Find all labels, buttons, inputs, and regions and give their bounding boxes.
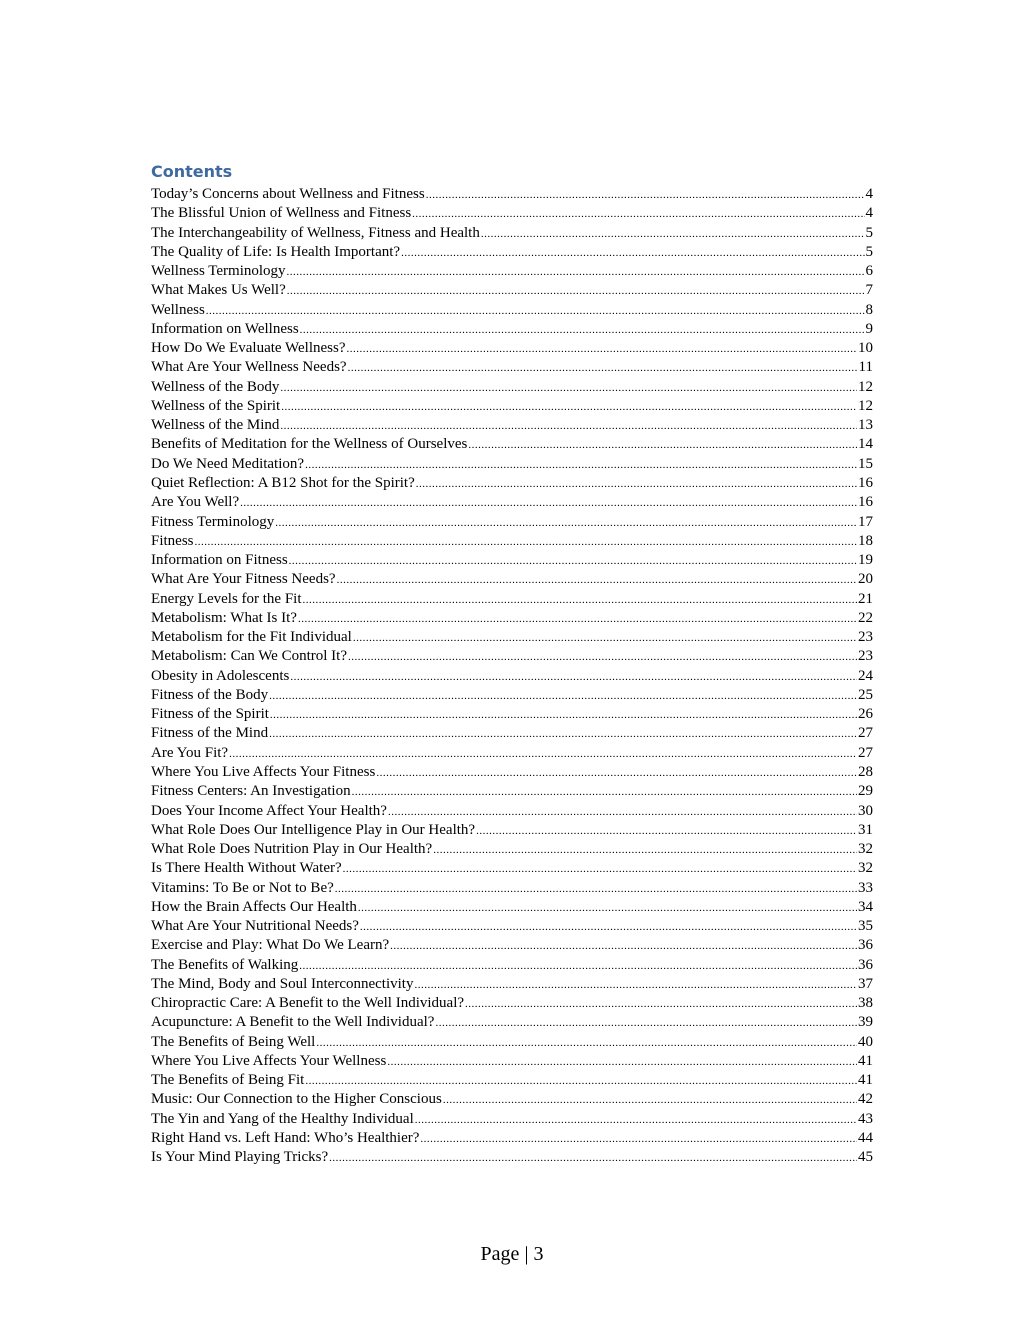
toc-entry-page-number: 13 [858,417,873,434]
toc-dot-leader [287,263,865,282]
toc-entry-page-number: 21 [858,590,873,607]
toc-entry-title: Today’s Concerns about Wellness and Fitness [151,186,425,202]
toc-dot-leader [468,436,857,455]
toc-entry-page-number: 20 [858,571,873,588]
toc-dot-leader [281,398,857,417]
toc-entry[interactable] [151,397,873,416]
toc-dot-leader [275,514,857,533]
toc-entry[interactable] [151,782,873,801]
table-of-contents [151,185,873,1168]
toc-entry[interactable] [151,416,873,435]
toc-entry-title: Information on Wellness [151,320,299,337]
toc-entry[interactable] [151,224,873,243]
toc-dot-leader [358,899,857,918]
toc-dot-leader [348,648,857,667]
toc-entry-title: Wellness [151,301,205,318]
toc-entry[interactable] [151,840,873,859]
toc-entry-title: Information on Fitness [151,552,288,569]
toc-dot-leader [376,764,857,783]
toc-dot-leader [329,1149,857,1168]
toc-entry-page-number: 41 [858,1052,873,1069]
toc-entry[interactable] [151,686,873,705]
toc-entry-title: Fitness of the Body [151,686,269,703]
toc-entry[interactable] [151,551,873,570]
toc-entry[interactable] [151,243,873,262]
toc-entry-title: Does Your Income Affect Your Health? [151,802,387,819]
toc-entry-title: Is There Health Without Water? [151,860,342,877]
toc-entry-title: Chiropractic Care: A Benefit to the Well Individual? [151,995,465,1012]
toc-entry-page-number: 31 [858,821,873,838]
toc-dot-leader [195,533,857,552]
toc-entry-page-number: 32 [858,841,873,858]
toc-entry-page-number: 26 [858,706,873,723]
toc-entry[interactable] [151,724,873,743]
toc-entry[interactable] [151,262,873,281]
toc-entry-page-number: 4 [865,186,873,202]
page-footer [0,1240,1024,1268]
toc-entry[interactable] [151,763,873,782]
toc-entry-page-number: 15 [858,455,873,472]
toc-dot-leader [415,1111,857,1130]
toc-dot-leader [390,937,857,956]
toc-entry-title: Benefits of Meditation for the Wellness of Ourselves [151,436,468,453]
toc-entry[interactable] [151,975,873,994]
toc-entry-page-number: 43 [858,1110,873,1127]
toc-entry-title: Fitness Centers: An Investigation [151,783,351,800]
toc-dot-leader [270,706,857,725]
toc-entry-title: Exercise and Play: What Do We Learn? [151,937,390,954]
toc-entry[interactable] [151,936,873,955]
toc-entry-page-number: 16 [858,494,873,511]
toc-entry[interactable] [151,994,873,1013]
toc-dot-leader [388,803,857,822]
toc-dot-leader [240,494,857,513]
toc-entry-page-number: 12 [858,378,873,395]
toc-dot-leader [352,783,857,802]
toc-entry-page-number: 23 [858,629,873,646]
toc-entry[interactable] [151,532,873,551]
toc-dot-leader [481,225,865,244]
toc-entry-page-number: 36 [858,956,873,973]
toc-entry-title: Acupuncture: A Benefit to the Well Individual? [151,1014,435,1031]
toc-entry-page-number: 19 [858,552,873,569]
toc-dot-leader [476,822,857,841]
toc-dot-leader [348,359,858,378]
toc-entry-page-number: 33 [858,879,873,896]
toc-dot-leader [435,1014,857,1033]
toc-dot-leader [426,186,865,205]
toc-entry-title: Wellness of the Spirit [151,397,281,414]
toc-entry[interactable] [151,1013,873,1032]
toc-dot-leader [289,552,857,571]
page-footer-label: Page [480,1243,520,1265]
toc-dot-leader [280,379,857,398]
toc-entry[interactable] [151,879,873,898]
toc-entry-page-number: 45 [858,1149,873,1166]
toc-entry-title: Fitness of the Mind [151,725,269,742]
toc-entry-page-number: 41 [858,1072,873,1089]
toc-entry-page-number: 42 [858,1091,873,1108]
toc-entry[interactable] [151,378,873,397]
toc-dot-leader [343,860,857,879]
toc-dot-leader [335,880,857,899]
page-footer-separator: | [524,1243,529,1265]
toc-entry-page-number: 27 [858,744,873,761]
toc-entry[interactable] [151,859,873,878]
toc-entry-page-number: 14 [858,436,873,453]
toc-entry-title: What Are Your Fitness Needs? [151,571,336,588]
toc-entry-title: The Benefits of Being Fit [151,1072,305,1089]
toc-entry-page-number: 23 [858,648,873,665]
toc-entry[interactable] [151,744,873,763]
toc-entry[interactable] [151,358,873,377]
toc-entry[interactable] [151,956,873,975]
toc-entry-title: Where You Live Affects Your Fitness [151,763,376,780]
toc-entry-title: Do We Need Meditation? [151,455,305,472]
toc-entry[interactable] [151,570,873,589]
toc-dot-leader [298,610,857,629]
toc-entry-title: What Role Does Our Intelligence Play in Our Health? [151,821,476,838]
toc-entry[interactable] [151,802,873,821]
toc-entry-title: How Do We Evaluate Wellness? [151,340,346,357]
toc-entry-page-number: 8 [865,301,873,318]
toc-entry-page-number: 40 [858,1033,873,1050]
toc-entry-page-number: 17 [858,513,873,530]
toc-entry-page-number: 10 [858,340,873,357]
toc-entry-title: How the Brain Affects Our Health [151,898,357,915]
toc-dot-leader [420,1130,857,1149]
toc-entry[interactable] [151,301,873,320]
toc-entry-page-number: 25 [858,686,873,703]
toc-entry[interactable] [151,667,873,686]
toc-entry-title: What Makes Us Well? [151,282,286,299]
toc-entry-page-number: 5 [865,243,873,260]
toc-entry-title: The Blissful Union of Wellness and Fitness [151,205,412,222]
toc-entry-title: What Are Your Wellness Needs? [151,359,347,376]
toc-entry[interactable] [151,1033,873,1052]
toc-entry[interactable] [151,628,873,647]
toc-entry-title: The Mind, Body and Soul Interconnectivity [151,975,414,992]
toc-dot-leader [300,321,865,340]
toc-entry[interactable] [151,705,873,724]
toc-entry-title: Fitness [151,532,194,549]
toc-entry-page-number: 6 [865,263,873,280]
toc-dot-leader [401,244,864,263]
toc-entry-page-number: 11 [858,359,873,376]
toc-entry[interactable] [151,320,873,339]
toc-entry-title: Wellness of the Mind [151,417,280,434]
toc-entry-title: The Yin and Yang of the Healthy Individual [151,1110,414,1127]
toc-entry-title: Fitness Terminology [151,513,275,530]
toc-dot-leader [387,1053,857,1072]
toc-dot-leader [305,456,857,475]
toc-entry-page-number: 38 [858,995,873,1012]
toc-entry[interactable] [151,647,873,666]
toc-entry-title: Metabolism: Can We Control It? [151,648,347,665]
toc-entry-title: Wellness of the Body [151,378,280,395]
toc-entry-title: Quiet Reflection: A B12 Shot for the Spirit? [151,474,415,491]
toc-entry[interactable] [151,1052,873,1071]
toc-entry-page-number: 37 [858,975,873,992]
toc-entry-page-number: 35 [858,918,873,935]
toc-entry[interactable] [151,513,873,532]
toc-entry-title: What Role Does Nutrition Play in Our Health? [151,841,433,858]
toc-entry-title: Fitness of the Spirit [151,706,269,723]
toc-entry[interactable] [151,590,873,609]
toc-entry[interactable] [151,1148,873,1167]
toc-entry[interactable] [151,435,873,454]
toc-entry-page-number: 9 [865,320,873,337]
toc-entry-page-number: 34 [858,898,873,915]
toc-entry-title: Vitamins: To Be or Not to Be? [151,879,334,896]
toc-dot-leader [465,995,857,1014]
toc-entry-page-number: 28 [858,763,873,780]
toc-dot-leader [303,591,857,610]
toc-dot-leader [433,841,857,860]
toc-entry-title: Wellness Terminology [151,263,286,280]
toc-dot-leader [416,475,857,494]
toc-dot-leader [414,976,857,995]
toc-entry-page-number: 32 [858,860,873,877]
toc-entry-page-number: 36 [858,937,873,954]
toc-dot-leader [290,668,857,687]
toc-entry[interactable] [151,1071,873,1090]
toc-dot-leader [269,687,857,706]
toc-entry-title: Right Hand vs. Left Hand: Who’s Healthier? [151,1130,420,1147]
toc-entry[interactable] [151,474,873,493]
toc-entry-title: The Benefits of Being Well [151,1033,316,1050]
toc-dot-leader [412,205,864,224]
toc-entry[interactable] [151,1129,873,1148]
toc-entry-page-number: 12 [858,397,873,414]
toc-entry[interactable] [151,1110,873,1129]
toc-dot-leader [316,1034,857,1053]
toc-entry-title: Are You Well? [151,494,240,511]
toc-entry-title: Energy Levels for the Fit [151,590,302,607]
toc-entry-title: Is Your Mind Playing Tricks? [151,1149,329,1166]
toc-entry-page-number: 39 [858,1014,873,1031]
toc-entry-title: Are You Fit? [151,744,229,761]
toc-entry-page-number: 4 [865,205,873,222]
toc-entry-title: Music: Our Connection to the Higher Conscious [151,1091,442,1108]
toc-entry[interactable] [151,821,873,840]
toc-dot-leader [353,629,857,648]
toc-entry[interactable] [151,281,873,300]
toc-entry-page-number: 18 [858,532,873,549]
toc-dot-leader [287,282,865,301]
toc-entry-page-number: 24 [858,667,873,684]
toc-dot-leader [280,417,857,436]
toc-entry-title: Metabolism: What Is It? [151,609,297,626]
toc-entry-title: What Are Your Nutritional Needs? [151,918,359,935]
toc-entry[interactable] [151,898,873,917]
toc-entry[interactable] [151,339,873,358]
toc-entry-page-number: 44 [858,1130,873,1147]
toc-entry-title: Where You Live Affects Your Wellness [151,1052,387,1069]
page-footer-number: 3 [533,1243,544,1265]
toc-entry[interactable] [151,493,873,512]
toc-entry-title: The Benefits of Walking [151,956,299,973]
toc-dot-leader [337,571,857,590]
toc-entry-page-number: 29 [858,783,873,800]
toc-dot-leader [346,340,857,359]
toc-entry-page-number: 30 [858,802,873,819]
toc-entry-title: Obesity in Adolescents [151,667,290,684]
toc-entry[interactable] [151,455,873,474]
toc-dot-leader [360,918,857,937]
toc-entry-page-number: 22 [858,609,873,626]
toc-heading: Contents [151,162,233,181]
toc-entry-page-number: 5 [865,224,873,241]
toc-entry-page-number: 16 [858,474,873,491]
toc-entry[interactable] [151,204,873,223]
toc-dot-leader [206,302,865,321]
toc-entry[interactable] [151,1090,873,1109]
toc-entry-title: The Interchangeability of Wellness, Fitness and Health [151,224,480,241]
toc-entry[interactable] [151,917,873,936]
toc-dot-leader [229,745,857,764]
toc-entry[interactable] [151,609,873,628]
toc-dot-leader [305,1072,857,1091]
toc-entry-page-number: 27 [858,725,873,742]
toc-entry[interactable] [151,185,873,204]
toc-entry-page-number: 7 [865,282,873,299]
toc-entry-title: Metabolism for the Fit Individual [151,629,352,646]
toc-dot-leader [443,1091,857,1110]
toc-entry-title: The Quality of Life: Is Health Important? [151,243,401,260]
toc-dot-leader [299,957,857,976]
toc-dot-leader [269,725,857,744]
